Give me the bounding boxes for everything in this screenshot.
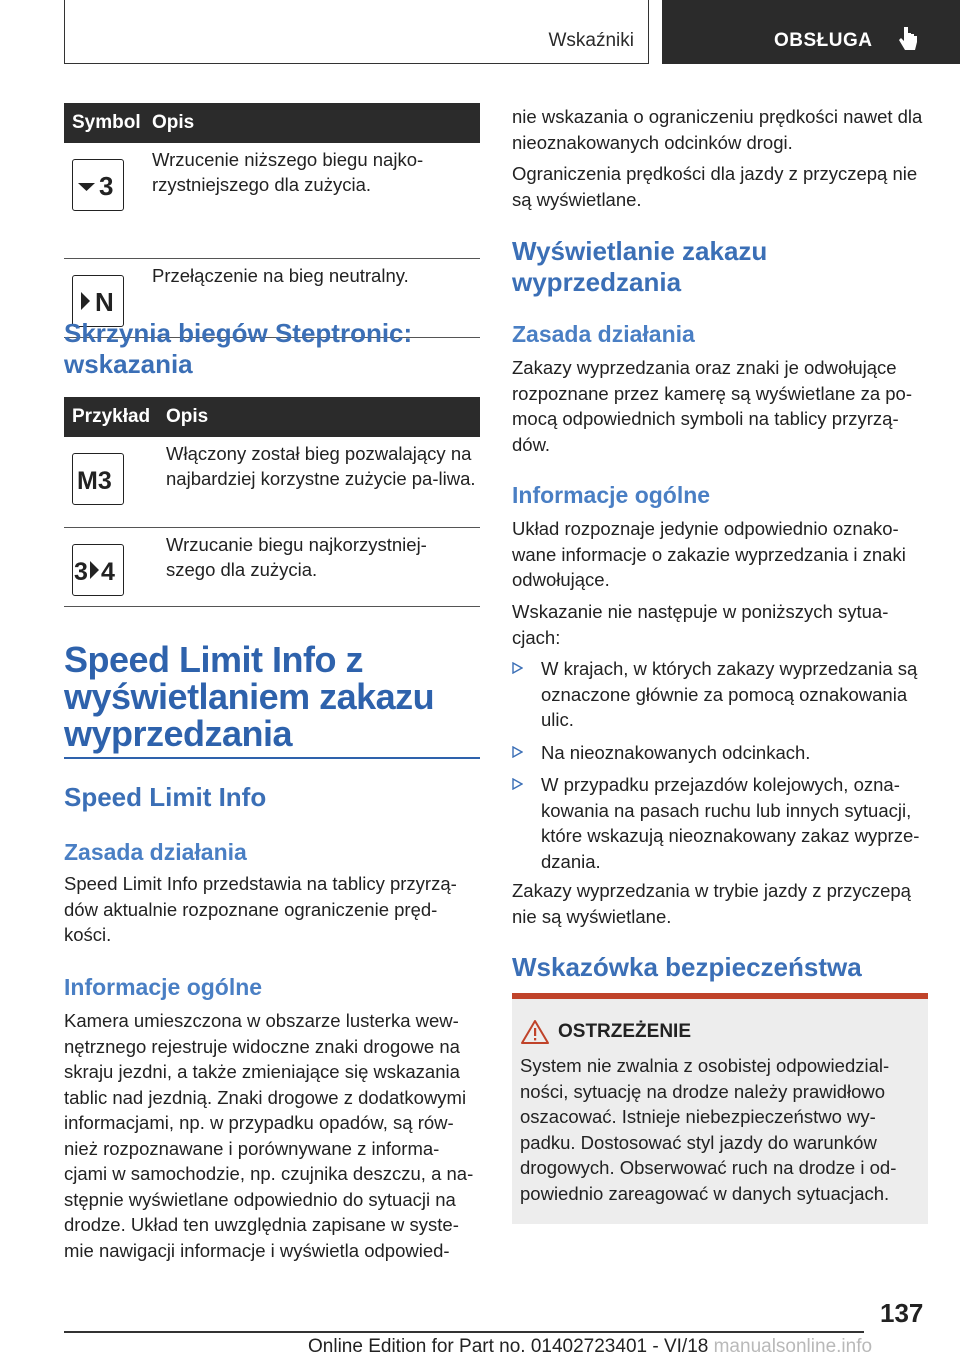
header-section-box <box>64 0 649 64</box>
sli-zasada-heading: Zasada działania <box>64 839 247 865</box>
list-item-text: Na nieoznakowanych odcinkach. <box>541 741 811 763</box>
nop-zasada-text: Zakazy wyprzedzania oraz znaki je odwołujące rozpoznane przez kamerę są wyświetlane za po-mocą odpowiednich symboli na tablicy przyrzą-dów. <box>512 357 912 455</box>
footer-edition: Online Edition for Part no. 01402723401 - VI/18 <box>308 1336 709 1357</box>
table-cell-text: Przełączenie na bieg neutralny. <box>150 258 480 337</box>
list-item <box>512 656 928 733</box>
header-chapter-box <box>662 0 960 64</box>
m3-icon <box>72 453 124 505</box>
shift-3-to-4-icon <box>72 544 124 596</box>
nop-heading: Wyświetlanie zakazu wyprzedzania <box>512 236 768 297</box>
header-chapter-title: OBSŁUGA <box>774 30 873 51</box>
table-header-opis: Opis <box>164 397 480 437</box>
svg-text:4: 4 <box>101 557 115 586</box>
nop-info-heading: Informacje ogólne <box>512 482 711 508</box>
example-table <box>64 397 480 607</box>
warning-triangle-icon <box>520 1019 550 1045</box>
table-row <box>64 527 480 606</box>
footer-divider <box>64 1331 864 1333</box>
list-item-text: W krajach, w których zakazy wyprzedzania są oznaczone głównie za pomocą oznakowania ulic. <box>541 658 918 730</box>
sli-info-heading: Informacje ogólne <box>64 974 263 1000</box>
table-header-opis: Opis <box>150 103 480 143</box>
safety-heading: Wskazówka bezpieczeństwa <box>512 952 862 982</box>
nop-info-text: Układ rozpoznaje jedynie odpowiednio oznako-wane informacje o zakazie wyprzedzania i znaki odwołujące. <box>512 518 906 590</box>
symbol-table <box>64 103 480 338</box>
bullet-triangle-icon <box>512 662 523 674</box>
list-item-text: W przypadku przejazdów kolejowych, ozna-kowania na pasach ruchu lub innych sytuacji, które wskazują nieoznakowany zakaz wyprze-dzania. <box>541 774 920 872</box>
table-cell-text: Wrzucanie biegu najkorzystniej-szego dla zużycia. <box>164 527 480 606</box>
nop-zasada-heading: Zasada działania <box>512 321 695 347</box>
svg-text:M3: M3 <box>77 467 112 495</box>
table-cell-text: Wrzucenie niższego biegu najko-rzystniejszego dla zużycia. <box>150 143 480 258</box>
trailer-text: Ograniczenia prędkości dla jazdy z przyczepą nie są wyświetlane. <box>512 163 918 210</box>
list-item <box>512 740 928 766</box>
pointing-hand-icon <box>898 25 920 53</box>
list-item <box>512 772 928 874</box>
svg-text:3: 3 <box>74 557 88 586</box>
header-section-title: Wskaźniki <box>548 30 634 51</box>
downshift-3-icon <box>72 159 124 211</box>
warning-accent-bar <box>512 993 928 999</box>
steptronic-heading: Skrzynia biegów Steptronic: wskazania <box>64 318 413 379</box>
footer-line <box>308 1336 872 1358</box>
svg-text:N: N <box>95 286 114 317</box>
nop-situations-intro: Wskazanie nie następuje w poniższych sytua-cjach: <box>512 601 889 648</box>
table-header-symbol: Symbol <box>64 103 150 143</box>
table-row <box>64 437 480 527</box>
sli-heading: Speed Limit Info <box>64 782 267 812</box>
warning-box <box>512 993 928 1224</box>
footer-watermark: manualsonline.info <box>713 1336 873 1357</box>
bullet-triangle-icon <box>512 746 523 758</box>
title-divider <box>64 757 480 759</box>
situations-list <box>512 656 928 881</box>
table-cell-text: Włączony został bieg pozwalający na najbardziej korzystne zużycie pa-liwa. <box>164 437 480 527</box>
bullet-triangle-icon <box>512 778 523 790</box>
warning-text: System nie zwalnia z osobistej odpowiedzial-ności, sytuację na drodze należy prawidłowo oszacować. Istnieje niebezpieczeństwo wy-padku. Dostosować styl jazdy do warunków drogowych. Obserwować ruch na drodze i od-powiednio zareagować w danych sytuacjach. <box>520 1055 897 1204</box>
table-header-przyklad: Przykład <box>64 397 164 437</box>
sli-info-text: Kamera umieszczona w obszarze lusterka wew-nętrznego rejestruje widoczne znaki drogowe na skraju jezdni, a także zmieniające się wskazania tablic nad jezdnią. Znaki drogowe z dodatkowymi informacjami, np. w przypadku opadów, są rów-nież rozpoznawane i porównywane z informa-cjami w samochodzie, np. czujnika deszczu, a na-stępnie wyświetlane odpowiednio do sytuacji na drodze. Układ ten uwzględnia zapisane w syste-mie nawigacji informacje i wyświetla odpowied- <box>64 1010 474 1261</box>
sli-zasada-text: Speed Limit Info przedstawia na tablicy przyrzą-dów aktualnie rozpoznane ograniczenie pręd-kości. <box>64 873 457 945</box>
cont-text: nie wskazania o ograniczeniu prędkości nawet dla nieoznakowanych odcinków drogi. <box>512 106 923 153</box>
svg-text:3: 3 <box>99 171 114 201</box>
warning-title: OSTRZEŻENIE <box>558 1021 692 1042</box>
table-row <box>64 143 480 258</box>
main-title: Speed Limit Info z wyświetlaniem zakazu wyprzedzania <box>64 639 435 754</box>
page-number: 137 <box>880 1298 924 1328</box>
nop-trailer-text: Zakazy wyprzedzania w trybie jazdy z przyczepą nie są wyświetlane. <box>512 880 911 927</box>
